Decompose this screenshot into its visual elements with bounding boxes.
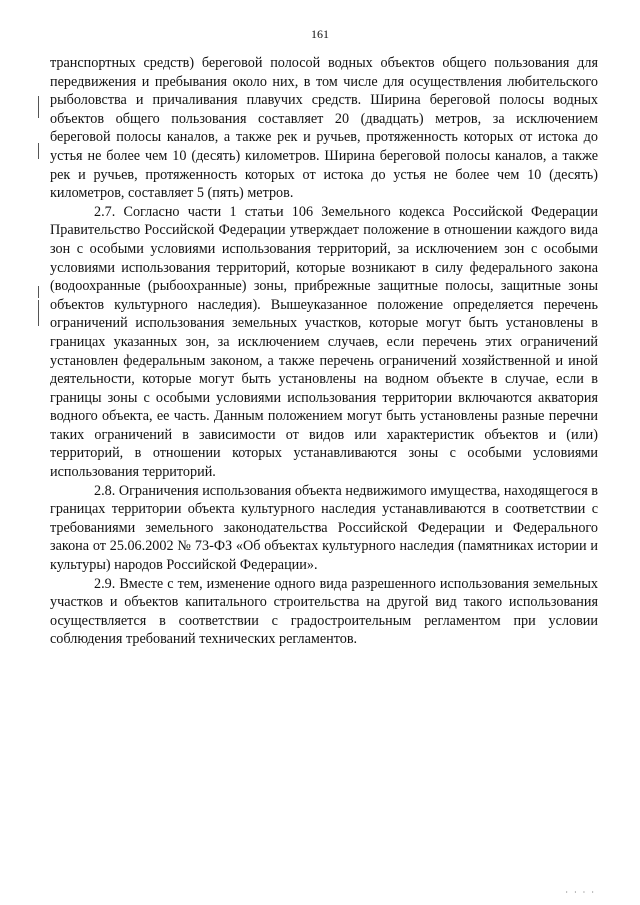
paragraph-2-8: 2.8. Ограничения использования объекта недвижимого имущества, находящегося в границах территории объекта культурного наследия устанавливаются в соответствии с требованиями земельного законодательства Российской Федерации и Федерального закона от 25.06.2002 № 73-ФЗ «Об объектах культурного наследия (памятниках истории и культуры) народов Российской Федерации». [50, 482, 598, 574]
margin-mark [38, 96, 39, 118]
paragraph-2-7: 2.7. Согласно части 1 статьи 106 Земельного кодекса Российской Федерации Правительство Российской Федерации утверждает положение в отношении каждого вида зон с особыми условиями использования территорий, за исключением зон с особыми условиями использования территорий, которые возникают в силу федерального закона (водоохранные (рыбоохранные) зоны, прибрежные защитные полосы, защитные зоны объектов культурного наследия). Вышеуказанное положение определяется перечень ограничений использования земельных участков, которые могут быть установлены в границах указанных зон, за исключением случаев, если перечень этих ограничений установлен федеральным законом, а также перечень ограничений хозяйственной и иной деятельности, которые могут быть установлены на водном объекте в случае, если в границы зоны с особыми условиями использования территории включаются акватория водного объекта, ее часть. Данным положением могут быть установлены разные перечни таких ограничений в зависимости от видов или характеристик объектов и (или) территорий, в отношении которых устанавливаются зоны с особыми условиями использования территорий. [50, 203, 598, 481]
document-body [50, 54, 598, 649]
margin-mark [38, 300, 39, 326]
paragraph-2-9: 2.9. Вместе с тем, изменение одного вида разрешенного использования земельных участков и объектов капитального строительства на другой вид такого использования осуществляется в соответствии с градостроительным регламентом при условии соблюдения требований технических регламентов. [50, 575, 598, 648]
scan-artifact: · · · · [565, 888, 596, 897]
margin-mark [38, 286, 39, 298]
paragraph-continuation: транспортных средств) береговой полосой водных объектов общего пользования для передвижения и пребывания около них, в том числе для осуществления любительского рыболовства и причаливания плавучих средств. Ширина береговой полосы водных объектов общего пользования составляет 20 (двадцать) метров, за исключением береговой полосы каналов, а также рек и ручьев, протяженность которых от истока до устья не более чем 10 (десять) километров. Ширина береговой полосы каналов, а также рек и ручьев, протяженность которых от истока до устья не более чем 10 (десять) километров, составляет 5 (пять) метров. [50, 55, 598, 202]
margin-mark [38, 143, 39, 159]
page-number: 161 [311, 27, 329, 41]
